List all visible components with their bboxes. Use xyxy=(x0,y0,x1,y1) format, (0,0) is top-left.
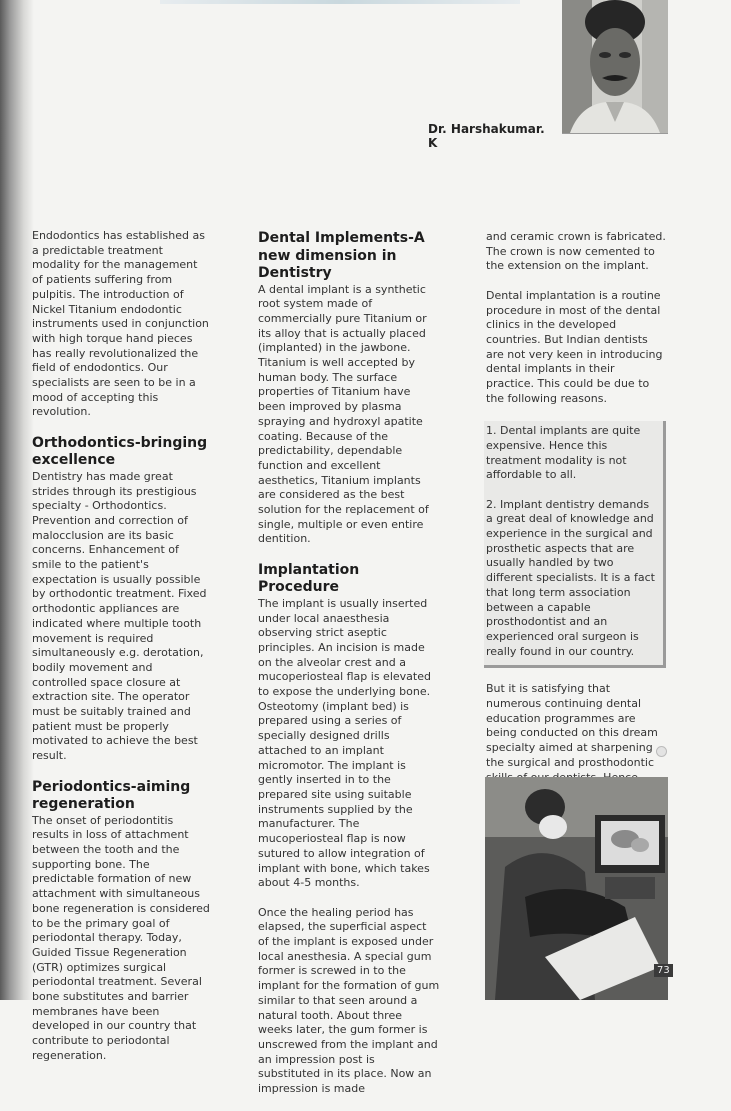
orthodontics-heading: Orthodontics-bringing excellence xyxy=(32,434,208,469)
dental-implants-heading: Dental Implements-A new dimension in Dentistry xyxy=(258,230,425,281)
top-decoration xyxy=(160,0,520,4)
healing-paragraph: Once the healing period has elapsed, the superficial aspect of the implant is exposed under local anesthesia. A special gum former is screwed in to the implant for the formation of gum similar to that seen around a natural tooth. About three weeks later, the gum former is unscrewed from the implant and an impression post is substituted in its place. Now an impression is made xyxy=(258,905,440,1096)
reasons-box xyxy=(484,421,666,668)
dental-implants-paragraph: A dental implant is a synthetic root system made of commercially pure Titanium or its alloy that is actually placed (implanted) in the jawbone. Titanium is well accepted by human body. The surface properties of Titanium have been improved by plasma spraying and hydroxyl apatite coating. Because of the predictability, dependable function and excellent aesthetics, Titanium implants are considered as the best solution for the replacement of single, multiple or even entire dentition. xyxy=(258,282,429,546)
author-name: Dr. Harshakumar. K xyxy=(428,122,545,150)
page-number: 73 xyxy=(654,964,673,977)
orthodontics-paragraph: Dentistry has made great strides through its prestigious specialty - Orthodontics. Prevention and correction of malocclusion are its basic concerns. Enhancement of smile to the patient's expectation is usually possible by orthodontic treatment. Fixed orthodontic appliances are indicated where multiple tooth movement is required simultaneously e.g. derotation, bodily movement and controlled space closure at extraction site. The operator must be suitably trained and patient must be properly motivated to achieve the best result. xyxy=(32,469,207,763)
binding-shadow xyxy=(0,0,34,1000)
column-2 xyxy=(258,230,440,1111)
author-portrait xyxy=(562,0,668,134)
periodontics-heading: Periodontics-aiming regeneration xyxy=(32,778,191,813)
column-1 xyxy=(32,229,210,1078)
column-3 xyxy=(486,230,666,844)
decorative-circle-icon xyxy=(656,746,667,757)
reason-1: 1. Dental implants are quite expensive. Hence this treatment modality is not affordable to all. xyxy=(486,424,641,482)
reason-2: 2. Implant dentistry demands a great deal of knowledge and experience in the surgical and prosthetic aspects that are usually handled by two different specialists. It is a fact that long term association between a capable prosthodontist and an experienced oral surgeon is really found in our country. xyxy=(486,497,655,658)
crown-paragraph: and ceramic crown is fabricated. The crown is now cemented to the extension on the implant. xyxy=(486,230,666,273)
conclusion-paragraph: But it is satisfying that numerous continuing dental education programmes are being conducted on this dream specialty aimed at sharpening the surgical and prosthodontic xyxy=(486,682,658,769)
endodontics-paragraph: Endodontics has established as a predictable treatment modality for the management of patients suffering from pulpitis. The introduction of Nickel Titanium endodontic instruments used in conjunction with high torque hand pieces has really revolutionalized the field of endodontics. Our specialists are seen to be in a mood of accepting this revolution. xyxy=(32,229,209,419)
implantation-procedure-paragraph: The implant is usually inserted under local anaesthesia observing strict aseptic principles. An incision is made on the alveolar crest and a mucoperiosteal flap is elevated to expose the underlying bone. Osteotomy (implant bed) is prepared using a series of specially designed drills attached to an implant micromotor. The implant is gently inserted in to the prepared site using suitable instruments supplied by the manufacturer. The mucoperiosteal flap is now sutured to allow integration of implant with bone, which takes about 4-5 months. xyxy=(258,596,431,890)
routine-procedure-paragraph: Dental implantation is a routine procedure in most of the dental clinics in the developed countries. But Indian dentists are not very keen in introducing dental implants in their practice. This could be due to the following reasons. xyxy=(486,288,663,405)
periodontics-paragraph: The onset of periodontitis results in loss of attachment between the tooth and the supporting bone. The predictable formation of new attachment with simultaneous bone regeneration is considered to be the primary goal of periodontal therapy. Today, Guided Tissue Regeneration (GTR) optimizes surgical periodontal treatment. Several bone substitutes and barrier membranes have been developed in our country that contribute to periodontal regeneration. xyxy=(32,813,210,1062)
dental-procedure-photo xyxy=(485,777,668,1000)
implantation-procedure-heading: Implantation Procedure xyxy=(258,561,360,596)
